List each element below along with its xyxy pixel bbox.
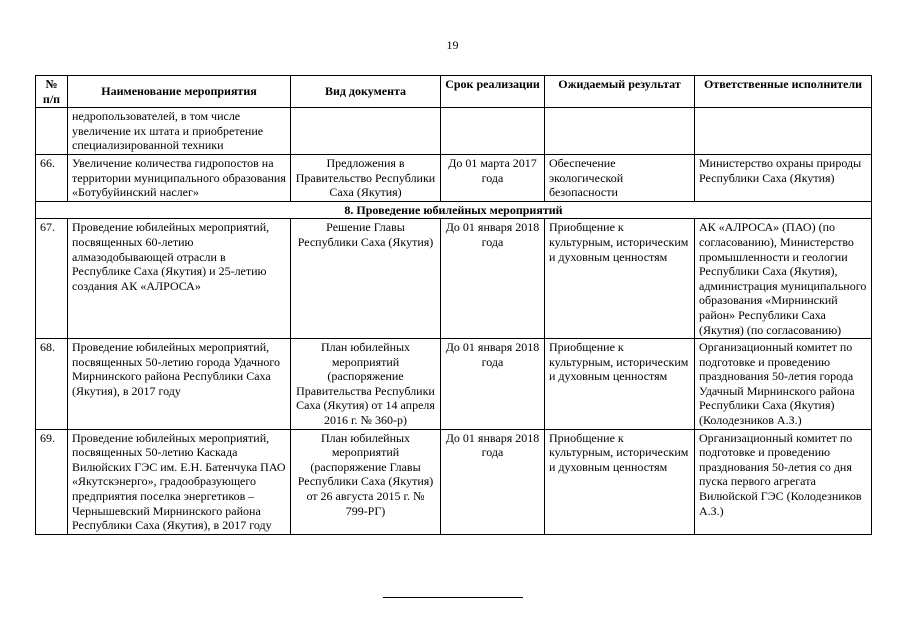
responsible: АК «АЛРОСА» (ПАО) (по согласованию), Министерство промышленности и геологии Республики Саха (Якутия), администрация муниципального образования «Мирнинский район» Республики Саха (Якутия) (по согласованию)	[695, 219, 872, 339]
footer-rule	[383, 597, 523, 598]
expected-result: Обеспечение экологической безопасности	[545, 154, 695, 201]
event-name: Проведение юбилейных мероприятий, посвященных 50-летию Каскада Вилюйских ГЭС им. Е.Н. Батенчука ПАО «Якутскэнерго», градообразующего предприятия поселка энергетиков – Чернышевский Мирнинского района Республики Саха (Якутия), в 2017 году	[68, 429, 291, 534]
continuation-text: недропользователей, в том числе увеличение их штата и приобретение специализированной техники	[68, 108, 291, 155]
responsible: Организационный комитет по подготовке и проведению празднования 50-летия со дня пуска первого агрегата Вилюйской ГЭС (Колодезников А.З.)	[695, 429, 872, 534]
header-resp: Ответственные исполнители	[695, 76, 872, 108]
page-number: 19	[446, 38, 459, 52]
event-name: Проведение юбилейных мероприятий, посвященных 60-летию алмазодобывающей отрасли в Республике Саха (Якутия) и 25-летию создания АК «АЛРОСА»	[68, 219, 291, 339]
document-type: Решение Главы Республики Саха (Якутия)	[291, 219, 441, 339]
term: До 01 января 2018 года	[441, 339, 545, 430]
header-result: Ожидаемый результат	[545, 76, 695, 108]
expected-result: Приобщение к культурным, историческим и духовным ценностям	[545, 339, 695, 430]
header-term: Срок реализации	[441, 76, 545, 108]
row-number: 69.	[36, 429, 68, 534]
header-doc: Вид документа	[291, 76, 441, 108]
term: До 01 марта 2017 года	[441, 154, 545, 201]
section-title: 8. Проведение юбилейных мероприятий	[36, 201, 872, 219]
document-type: Предложения в Правительство Республики Саха (Якутия)	[291, 154, 441, 201]
table-row	[36, 154, 872, 201]
table-row	[36, 108, 872, 155]
term: До 01 января 2018 года	[441, 219, 545, 339]
table-row	[36, 219, 872, 339]
table-header-row	[36, 76, 872, 108]
responsible: Организационный комитет по подготовке и проведению празднования 50-летия города Удачный Мирнинского района Республики Саха (Якутия) (Колодезников А.З.)	[695, 339, 872, 430]
document-type: План юбилейных мероприятий (распоряжение Главы Республики Саха (Якутия) от 26 августа 2015 г. № 799-РГ)	[291, 429, 441, 534]
row-number: 66.	[36, 154, 68, 201]
event-name: Увеличение количества гидропостов на территории муниципального образования «Ботубуйинский наслег»	[68, 154, 291, 201]
row-number: 67.	[36, 219, 68, 339]
term: До 01 января 2018 года	[441, 429, 545, 534]
header-name: Наименование мероприятия	[68, 76, 291, 108]
section-row	[36, 201, 872, 219]
event-name: Проведение юбилейных мероприятий, посвященных 50-летию города Удачного Мирнинского района Республики Саха (Якутия), в 2017 году	[68, 339, 291, 430]
expected-result: Приобщение к культурным, историческим и духовным ценностям	[545, 429, 695, 534]
responsible: Министерство охраны природы Республики Саха (Якутия)	[695, 154, 872, 201]
document-type: План юбилейных мероприятий (распоряжение Правительства Республики Саха (Якутия) от 14 апреля 2016 г. № 360-р)	[291, 339, 441, 430]
events-table	[35, 75, 872, 535]
table-row	[36, 429, 872, 534]
row-number: 68.	[36, 339, 68, 430]
expected-result: Приобщение к культурным, историческим и духовным ценностям	[545, 219, 695, 339]
header-num: № п/п	[36, 76, 68, 108]
table-row	[36, 339, 872, 430]
